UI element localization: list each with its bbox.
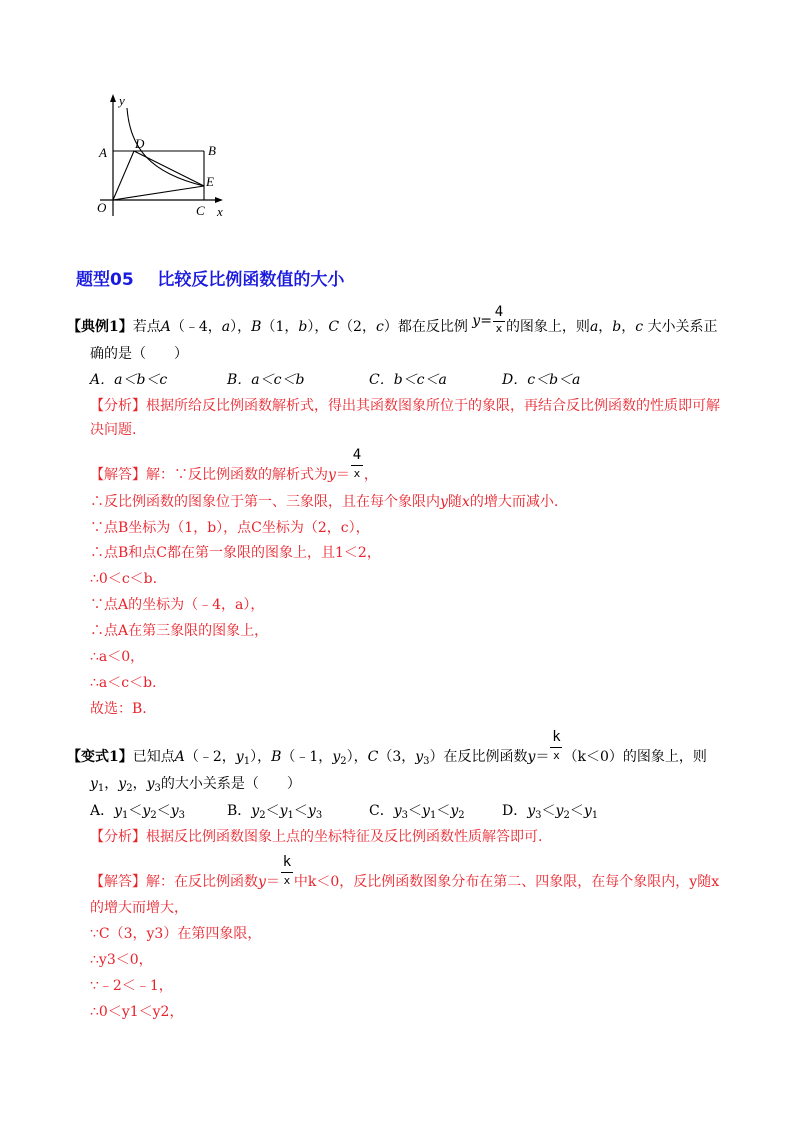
example1-option-d[interactable]: D．c＜b＜a [502,372,581,388]
label-d: D [135,136,145,151]
variant1-option-c[interactable]: C．$y_3<y_1<y_2$ [369,803,465,821]
example1-option-c[interactable]: C．b＜c＜a [369,372,447,388]
q-text: （﹣4， [170,319,222,335]
variant1-solution-line6: ∴0＜y1＜y2， [90,1004,184,1020]
q-text: （2， [339,319,376,335]
variant1-option-b[interactable]: B．$y_2<y_1<y_3$ [227,803,323,821]
label-y: y [119,93,125,108]
q-text: ）， [346,749,368,765]
q-text: 若点 [132,319,161,335]
variant1-option-d[interactable]: D．$y_3<y_2<y_1$ [502,803,599,821]
label-c: C [196,203,205,218]
sol-text: 的增大而减小. [469,494,559,510]
label-o: O [97,200,107,215]
segment-de [134,151,204,186]
fraction-4-over-x: $\frac{4}{x}$ [494,304,504,335]
example1-solution-line3: ∵点B坐标为（1，b），点C坐标为（2，c）， [90,520,370,536]
example1-solution-line4: ∴点B和点C都在第一象限的图象上，且1＜2， [90,545,381,561]
fraction-4-over-x-solution: $\frac{4}{x}$ [352,447,362,480]
x-axis-arrow [215,197,223,203]
geometry-figure [90,88,240,228]
q-text: （﹣2， [184,749,236,765]
q-text: （k＜0）的图象上，则 [563,749,707,765]
q-text: （3， [378,749,416,765]
variant1-solution-line1: 【解答】解：在反比例函数y＝ $\frac{k}{x}$ 中k＜0，反比例函数图象分布在第二、四象限，在每个象限内，y随x [90,854,720,890]
q-text: 的图象上，则 [505,319,590,335]
example1-solution-line1: 【解答】解：∵反比例函数的解析式为y＝ $\frac{4}{x}$ ， [90,447,378,483]
variant1-solution-line4: ∴y3＜0， [90,952,153,968]
q-text: （1， [261,319,299,335]
sol-text: 随 [447,494,462,510]
example1-solution-line7: ∴点A在第三象限的图象上， [90,623,269,639]
label-b: B [208,143,216,158]
sol-text: 【解答】解：∵反比例函数的解析式为 [90,467,328,483]
variant1-solution-line3: ∵C（3，y3）在第四象限， [90,926,262,942]
q-text: 已知点 [132,749,175,765]
fraction-k-over-x: $\frac{k}{x}$ [552,729,561,762]
example1-question-line2: 确的是（ ） [90,346,188,362]
q-text: 的大小关系是（ ） [160,776,301,792]
label-e: E [206,174,214,189]
q-text: 大小关系正 [647,319,718,335]
variant1-analysis: 【分析】根据反比例函数图象上点的坐标特征及反比例函数性质解答即可. [90,829,543,845]
example1-solution-line10: 故选：B. [90,701,147,717]
label-a: A [99,145,107,160]
segment-od [113,151,134,200]
q-text: （﹣1， [281,749,333,765]
q-text: ）， [250,749,272,765]
example1-option-b[interactable]: B．a＜c＜b [227,372,305,388]
sol-text: 中k＜0，反比例函数图象分布在第二、四象限，在每个象限内，y随x [293,874,720,890]
section-heading: 题型05 比较反比例函数值的大小 [76,270,345,290]
q-text: ）， [230,319,252,335]
fraction-k-over-x-solution: $\frac{k}{x}$ [282,854,292,887]
q-text: ）都在反比例 [383,319,468,335]
sol-text: 【解答】解：在反比例函数 [90,874,258,890]
variant1-option-a[interactable]: A．$y_1<y_2<y_3$ [90,803,186,821]
variant1-question-line2: $y_1$，$y_2$，$y_3$的大小关系是（ ） [90,776,301,794]
example1-analysis-line2: 决问题. [90,422,137,438]
label-x: x [217,204,223,219]
example1-solution-line9: ∴a＜c＜b. [90,675,157,691]
y-axis-arrow [110,94,116,102]
example1-option-a[interactable]: A．a＜b＜c [90,372,168,388]
variant1-solution-line2: 的增大而增大， [90,900,188,916]
variant1-question-line1: 【变式1】已知点A（﹣2，$y_1$），B（﹣1，$y_2$），C（3，$y_3$）在反比例函数y＝ $\frac{k}{x}$ （k＜0）的图象上，则 [67,729,707,767]
example1-solution-line6: ∵点A的坐标为（﹣4，a）， [90,597,265,613]
segment-oe [113,186,204,200]
example1-question-line1: 【典例1】若点A（﹣4，a），B（1，b），C（2，c）都在反比例 y= $\frac{4}{x}$ 的图象上，则a，b，c 大小关系正 [67,304,718,335]
example1-solution-line5: ∴0＜c＜b. [90,571,158,587]
sol-text: ∴反比例函数的图象位于第一、三象限，且在每个象限内 [90,494,440,510]
q-text: ）在反比例函数 [429,749,528,765]
variant1-solution-line5: ∵﹣2＜﹣1， [90,978,173,994]
example1-solution-line8: ∴a＜0， [90,649,145,665]
q-text: ）， [307,319,329,335]
example1-tag: 【典例1】 [67,319,133,335]
variant1-tag: 【变式1】 [67,749,133,765]
example1-solution-line2: ∴反比例函数的图象位于第一、三象限，且在每个象限内y随x的增大而减小. [90,494,559,510]
example1-analysis-line1: 【分析】根据所给反比例函数解析式，得出其函数图象所位于的象限，再结合反比例函数的性质即可解 [90,398,720,414]
